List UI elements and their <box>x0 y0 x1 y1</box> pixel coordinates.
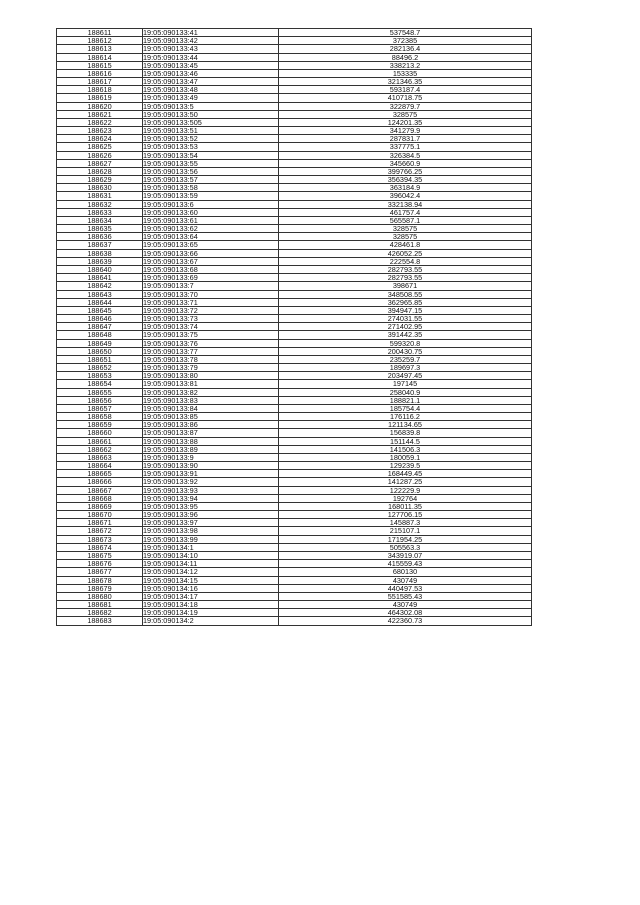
table-row <box>57 478 532 486</box>
cadastral-number-cell: 19:05:090133:52 <box>143 135 279 143</box>
table-row <box>57 388 532 396</box>
cadastral-number-cell: 19:05:090133:47 <box>143 78 279 86</box>
cadastral-number-cell: 19:05:090133:59 <box>143 192 279 200</box>
value-cell: 415559.43 <box>279 560 532 568</box>
value-cell: 326384.5 <box>279 151 532 159</box>
row-number-cell: 188676 <box>57 560 143 568</box>
cadastral-number-cell: 19:05:090133:82 <box>143 388 279 396</box>
cadastral-number-cell: 19:05:090133:7 <box>143 282 279 290</box>
cadastral-number-cell: 19:05:090133:61 <box>143 216 279 224</box>
value-cell: 396042.4 <box>279 192 532 200</box>
row-number-cell: 188645 <box>57 306 143 314</box>
cadastral-number-cell: 19:05:090133:56 <box>143 167 279 175</box>
table-row <box>57 372 532 380</box>
value-cell: 680130 <box>279 568 532 576</box>
table-row <box>57 453 532 461</box>
table-row <box>57 323 532 331</box>
cadastral-number-cell: 19:05:090133:44 <box>143 53 279 61</box>
value-cell: 321346.35 <box>279 78 532 86</box>
value-cell: 258040.9 <box>279 388 532 396</box>
row-number-cell: 188633 <box>57 208 143 216</box>
row-number-cell: 188647 <box>57 323 143 331</box>
value-cell: 151144.5 <box>279 437 532 445</box>
value-cell: 391442.35 <box>279 331 532 339</box>
row-number-cell: 188653 <box>57 372 143 380</box>
row-number-cell: 188683 <box>57 617 143 625</box>
row-number-cell: 188614 <box>57 53 143 61</box>
table-row <box>57 290 532 298</box>
row-number-cell: 188638 <box>57 249 143 257</box>
value-cell: 362965.85 <box>279 298 532 306</box>
row-number-cell: 188667 <box>57 486 143 494</box>
cadastral-number-cell: 19:05:090133:94 <box>143 494 279 502</box>
value-cell: 426052.25 <box>279 249 532 257</box>
table-row <box>57 306 532 314</box>
table-row <box>57 192 532 200</box>
row-number-cell: 188625 <box>57 143 143 151</box>
table-row <box>57 118 532 126</box>
table-row <box>57 127 532 135</box>
value-cell: 121134.65 <box>279 421 532 429</box>
value-cell: 168449.45 <box>279 470 532 478</box>
value-cell: 398671 <box>279 282 532 290</box>
cadastral-number-cell: 19:05:090133:54 <box>143 151 279 159</box>
cadastral-number-cell: 19:05:090133:62 <box>143 225 279 233</box>
cadastral-number-cell: 19:05:090133:88 <box>143 437 279 445</box>
table-row <box>57 151 532 159</box>
table-row <box>57 208 532 216</box>
value-cell: 551585.43 <box>279 592 532 600</box>
value-cell: 88496.2 <box>279 53 532 61</box>
row-number-cell: 188612 <box>57 37 143 45</box>
row-number-cell: 188613 <box>57 45 143 53</box>
cadastral-number-cell: 19:05:090133:69 <box>143 274 279 282</box>
table-row <box>57 462 532 470</box>
row-number-cell: 188627 <box>57 159 143 167</box>
value-cell: 461757.4 <box>279 208 532 216</box>
row-number-cell: 188639 <box>57 257 143 265</box>
row-number-cell: 188652 <box>57 364 143 372</box>
cadastral-number-cell: 19:05:090134:11 <box>143 560 279 568</box>
table-row <box>57 486 532 494</box>
row-number-cell: 188630 <box>57 184 143 192</box>
value-cell: 200430.75 <box>279 347 532 355</box>
cadastral-number-cell: 19:05:090133:70 <box>143 290 279 298</box>
value-cell: 153335 <box>279 69 532 77</box>
row-number-cell: 188644 <box>57 298 143 306</box>
table-row <box>57 249 532 257</box>
cadastral-number-cell: 19:05:090133:83 <box>143 396 279 404</box>
row-number-cell: 188678 <box>57 576 143 584</box>
row-number-cell: 188623 <box>57 127 143 135</box>
row-number-cell: 188621 <box>57 110 143 118</box>
row-number-cell: 188618 <box>57 86 143 94</box>
table-row <box>57 282 532 290</box>
table-row <box>57 576 532 584</box>
cadastral-number-cell: 19:05:090134:19 <box>143 609 279 617</box>
table-row <box>57 560 532 568</box>
table-row <box>57 552 532 560</box>
table-row <box>57 519 532 527</box>
table-row <box>57 404 532 412</box>
table-row <box>57 543 532 551</box>
table-row <box>57 511 532 519</box>
value-cell: 145887.3 <box>279 519 532 527</box>
table-row <box>57 29 532 37</box>
cadastral-number-cell: 19:05:090133:5 <box>143 102 279 110</box>
row-number-cell: 188622 <box>57 118 143 126</box>
row-number-cell: 188631 <box>57 192 143 200</box>
cadastral-number-cell: 19:05:090133:49 <box>143 94 279 102</box>
value-cell: 287831.7 <box>279 135 532 143</box>
table-row <box>57 413 532 421</box>
row-number-cell: 188619 <box>57 94 143 102</box>
value-cell: 129239.5 <box>279 462 532 470</box>
cadastral-number-cell: 19:05:090133:92 <box>143 478 279 486</box>
row-number-cell: 188635 <box>57 225 143 233</box>
row-number-cell: 188642 <box>57 282 143 290</box>
value-cell: 430749 <box>279 601 532 609</box>
table-row <box>57 421 532 429</box>
table-row <box>57 617 532 625</box>
data-table <box>56 28 532 626</box>
cadastral-number-cell: 19:05:090134:15 <box>143 576 279 584</box>
value-cell: 274031.55 <box>279 315 532 323</box>
value-cell: 189697.3 <box>279 364 532 372</box>
table-row <box>57 61 532 69</box>
value-cell: 505563.3 <box>279 543 532 551</box>
value-cell: 122229.9 <box>279 486 532 494</box>
row-number-cell: 188655 <box>57 388 143 396</box>
value-cell: 171954.25 <box>279 535 532 543</box>
cadastral-number-cell: 19:05:090133:95 <box>143 502 279 510</box>
table-row <box>57 225 532 233</box>
row-number-cell: 188671 <box>57 519 143 527</box>
data-sheet <box>56 28 532 626</box>
cadastral-number-cell: 19:05:090133:93 <box>143 486 279 494</box>
row-number-cell: 188637 <box>57 241 143 249</box>
value-cell: 337775.1 <box>279 143 532 151</box>
cadastral-number-cell: 19:05:090133:78 <box>143 355 279 363</box>
value-cell: 464302.08 <box>279 609 532 617</box>
row-number-cell: 188636 <box>57 233 143 241</box>
row-number-cell: 188646 <box>57 315 143 323</box>
table-row <box>57 584 532 592</box>
value-cell: 410718.75 <box>279 94 532 102</box>
value-cell: 363184.9 <box>279 184 532 192</box>
value-cell: 197145 <box>279 380 532 388</box>
cadastral-number-cell: 19:05:090133:90 <box>143 462 279 470</box>
cadastral-number-cell: 19:05:090133:53 <box>143 143 279 151</box>
row-number-cell: 188615 <box>57 61 143 69</box>
table-row <box>57 429 532 437</box>
row-number-cell: 188670 <box>57 511 143 519</box>
cadastral-number-cell: 19:05:090133:64 <box>143 233 279 241</box>
cadastral-number-cell: 19:05:090133:67 <box>143 257 279 265</box>
value-cell: 168011.35 <box>279 502 532 510</box>
table-row <box>57 233 532 241</box>
table-row <box>57 396 532 404</box>
value-cell: 399766.25 <box>279 167 532 175</box>
value-cell: 599320.8 <box>279 339 532 347</box>
row-number-cell: 188660 <box>57 429 143 437</box>
row-number-cell: 188673 <box>57 535 143 543</box>
value-cell: 356394.35 <box>279 176 532 184</box>
row-number-cell: 188681 <box>57 601 143 609</box>
row-number-cell: 188669 <box>57 502 143 510</box>
row-number-cell: 188629 <box>57 176 143 184</box>
table-row <box>57 216 532 224</box>
cadastral-number-cell: 19:05:090133:42 <box>143 37 279 45</box>
value-cell: 124201.35 <box>279 118 532 126</box>
row-number-cell: 188654 <box>57 380 143 388</box>
value-cell: 338213.2 <box>279 61 532 69</box>
cadastral-number-cell: 19:05:090133:77 <box>143 347 279 355</box>
cadastral-number-cell: 19:05:090134:16 <box>143 584 279 592</box>
cadastral-number-cell: 19:05:090133:85 <box>143 413 279 421</box>
cadastral-number-cell: 19:05:090133:97 <box>143 519 279 527</box>
row-number-cell: 188668 <box>57 494 143 502</box>
row-number-cell: 188634 <box>57 216 143 224</box>
table-row <box>57 535 532 543</box>
row-number-cell: 188620 <box>57 102 143 110</box>
row-number-cell: 188657 <box>57 404 143 412</box>
cadastral-number-cell: 19:05:090133:73 <box>143 315 279 323</box>
table-row <box>57 135 532 143</box>
cadastral-number-cell: 19:05:090134:10 <box>143 552 279 560</box>
cadastral-number-cell: 19:05:090133:68 <box>143 265 279 273</box>
row-number-cell: 188666 <box>57 478 143 486</box>
cadastral-number-cell: 19:05:090133:9 <box>143 453 279 461</box>
cadastral-number-cell: 19:05:090134:12 <box>143 568 279 576</box>
value-cell: 372385 <box>279 37 532 45</box>
value-cell: 282793.55 <box>279 274 532 282</box>
table-row <box>57 159 532 167</box>
row-number-cell: 188651 <box>57 355 143 363</box>
value-cell: 328575 <box>279 225 532 233</box>
table-row <box>57 380 532 388</box>
cadastral-number-cell: 19:05:090133:6 <box>143 200 279 208</box>
cadastral-number-cell: 19:05:090133:50 <box>143 110 279 118</box>
value-cell: 185754.4 <box>279 404 532 412</box>
row-number-cell: 188675 <box>57 552 143 560</box>
cadastral-number-cell: 19:05:090133:45 <box>143 61 279 69</box>
table-body <box>57 29 532 626</box>
table-row <box>57 527 532 535</box>
cadastral-number-cell: 19:05:090133:80 <box>143 372 279 380</box>
table-row <box>57 241 532 249</box>
value-cell: 176116.2 <box>279 413 532 421</box>
row-number-cell: 188674 <box>57 543 143 551</box>
table-row <box>57 347 532 355</box>
value-cell: 282136.4 <box>279 45 532 53</box>
cadastral-number-cell: 19:05:090134:17 <box>143 592 279 600</box>
table-row <box>57 176 532 184</box>
value-cell: 203497.45 <box>279 372 532 380</box>
value-cell: 422360.73 <box>279 617 532 625</box>
cadastral-number-cell: 19:05:090133:60 <box>143 208 279 216</box>
value-cell: 127706.15 <box>279 511 532 519</box>
row-number-cell: 188680 <box>57 592 143 600</box>
table-row <box>57 53 532 61</box>
value-cell: 328575 <box>279 233 532 241</box>
table-row <box>57 601 532 609</box>
table-row <box>57 102 532 110</box>
cadastral-number-cell: 19:05:090133:51 <box>143 127 279 135</box>
table-row <box>57 184 532 192</box>
value-cell: 394947.15 <box>279 306 532 314</box>
row-number-cell: 188643 <box>57 290 143 298</box>
cadastral-number-cell: 19:05:090133:84 <box>143 404 279 412</box>
value-cell: 215107.1 <box>279 527 532 535</box>
cadastral-number-cell: 19:05:090133:57 <box>143 176 279 184</box>
value-cell: 271402.95 <box>279 323 532 331</box>
row-number-cell: 188677 <box>57 568 143 576</box>
row-number-cell: 188617 <box>57 78 143 86</box>
cadastral-number-cell: 19:05:090133:75 <box>143 331 279 339</box>
value-cell: 343919.07 <box>279 552 532 560</box>
table-row <box>57 110 532 118</box>
table-row <box>57 94 532 102</box>
cadastral-number-cell: 19:05:090134:1 <box>143 543 279 551</box>
value-cell: 593187.4 <box>279 86 532 94</box>
row-number-cell: 188616 <box>57 69 143 77</box>
value-cell: 188821.1 <box>279 396 532 404</box>
cadastral-number-cell: 19:05:090133:58 <box>143 184 279 192</box>
row-number-cell: 188611 <box>57 29 143 37</box>
cadastral-number-cell: 19:05:090134:2 <box>143 617 279 625</box>
value-cell: 345660.9 <box>279 159 532 167</box>
table-row <box>57 143 532 151</box>
table-row <box>57 364 532 372</box>
row-number-cell: 188672 <box>57 527 143 535</box>
cadastral-number-cell: 19:05:090133:65 <box>143 241 279 249</box>
row-number-cell: 188648 <box>57 331 143 339</box>
cadastral-number-cell: 19:05:090133:41 <box>143 29 279 37</box>
cadastral-number-cell: 19:05:090133:79 <box>143 364 279 372</box>
cadastral-number-cell: 19:05:090133:71 <box>143 298 279 306</box>
row-number-cell: 188624 <box>57 135 143 143</box>
table-row <box>57 274 532 282</box>
table-row <box>57 69 532 77</box>
cadastral-number-cell: 19:05:090133:98 <box>143 527 279 535</box>
row-number-cell: 188640 <box>57 265 143 273</box>
row-number-cell: 188682 <box>57 609 143 617</box>
table-row <box>57 470 532 478</box>
row-number-cell: 188659 <box>57 421 143 429</box>
row-number-cell: 188650 <box>57 347 143 355</box>
value-cell: 141287.25 <box>279 478 532 486</box>
cadastral-number-cell: 19:05:090133:505 <box>143 118 279 126</box>
value-cell: 235259.7 <box>279 355 532 363</box>
cadastral-number-cell: 19:05:090133:81 <box>143 380 279 388</box>
cadastral-number-cell: 19:05:090133:66 <box>143 249 279 257</box>
value-cell: 332138.94 <box>279 200 532 208</box>
cadastral-number-cell: 19:05:090133:86 <box>143 421 279 429</box>
table-row <box>57 494 532 502</box>
value-cell: 430749 <box>279 576 532 584</box>
value-cell: 282793.55 <box>279 265 532 273</box>
row-number-cell: 188649 <box>57 339 143 347</box>
value-cell: 322879.7 <box>279 102 532 110</box>
row-number-cell: 188661 <box>57 437 143 445</box>
value-cell: 328575 <box>279 110 532 118</box>
cadastral-number-cell: 19:05:090133:87 <box>143 429 279 437</box>
value-cell: 141506.3 <box>279 445 532 453</box>
value-cell: 565587.1 <box>279 216 532 224</box>
cadastral-number-cell: 19:05:090133:74 <box>143 323 279 331</box>
row-number-cell: 188626 <box>57 151 143 159</box>
table-row <box>57 315 532 323</box>
cadastral-number-cell: 19:05:090133:91 <box>143 470 279 478</box>
value-cell: 192764 <box>279 494 532 502</box>
table-row <box>57 331 532 339</box>
row-number-cell: 188679 <box>57 584 143 592</box>
table-row <box>57 86 532 94</box>
cadastral-number-cell: 19:05:090133:89 <box>143 445 279 453</box>
table-row <box>57 265 532 273</box>
table-row <box>57 339 532 347</box>
table-row <box>57 37 532 45</box>
value-cell: 537548.7 <box>279 29 532 37</box>
value-cell: 222554.8 <box>279 257 532 265</box>
row-number-cell: 188641 <box>57 274 143 282</box>
table-row <box>57 609 532 617</box>
table-row <box>57 200 532 208</box>
value-cell: 180059.1 <box>279 453 532 461</box>
table-row <box>57 592 532 600</box>
cadastral-number-cell: 19:05:090133:96 <box>143 511 279 519</box>
table-row <box>57 78 532 86</box>
table-row <box>57 502 532 510</box>
value-cell: 348508.55 <box>279 290 532 298</box>
table-row <box>57 257 532 265</box>
cadastral-number-cell: 19:05:090133:48 <box>143 86 279 94</box>
value-cell: 156839.8 <box>279 429 532 437</box>
cadastral-number-cell: 19:05:090134:18 <box>143 601 279 609</box>
row-number-cell: 188632 <box>57 200 143 208</box>
cadastral-number-cell: 19:05:090133:99 <box>143 535 279 543</box>
table-row <box>57 355 532 363</box>
cadastral-number-cell: 19:05:090133:72 <box>143 306 279 314</box>
cadastral-number-cell: 19:05:090133:43 <box>143 45 279 53</box>
row-number-cell: 188656 <box>57 396 143 404</box>
row-number-cell: 188664 <box>57 462 143 470</box>
table-row <box>57 568 532 576</box>
row-number-cell: 188665 <box>57 470 143 478</box>
cadastral-number-cell: 19:05:090133:55 <box>143 159 279 167</box>
value-cell: 440497.53 <box>279 584 532 592</box>
table-row <box>57 167 532 175</box>
row-number-cell: 188662 <box>57 445 143 453</box>
cadastral-number-cell: 19:05:090133:46 <box>143 69 279 77</box>
value-cell: 428461.8 <box>279 241 532 249</box>
table-row <box>57 437 532 445</box>
cadastral-number-cell: 19:05:090133:76 <box>143 339 279 347</box>
table-row <box>57 45 532 53</box>
table-row <box>57 445 532 453</box>
value-cell: 341279.9 <box>279 127 532 135</box>
row-number-cell: 188663 <box>57 453 143 461</box>
row-number-cell: 188628 <box>57 167 143 175</box>
table-row <box>57 298 532 306</box>
row-number-cell: 188658 <box>57 413 143 421</box>
